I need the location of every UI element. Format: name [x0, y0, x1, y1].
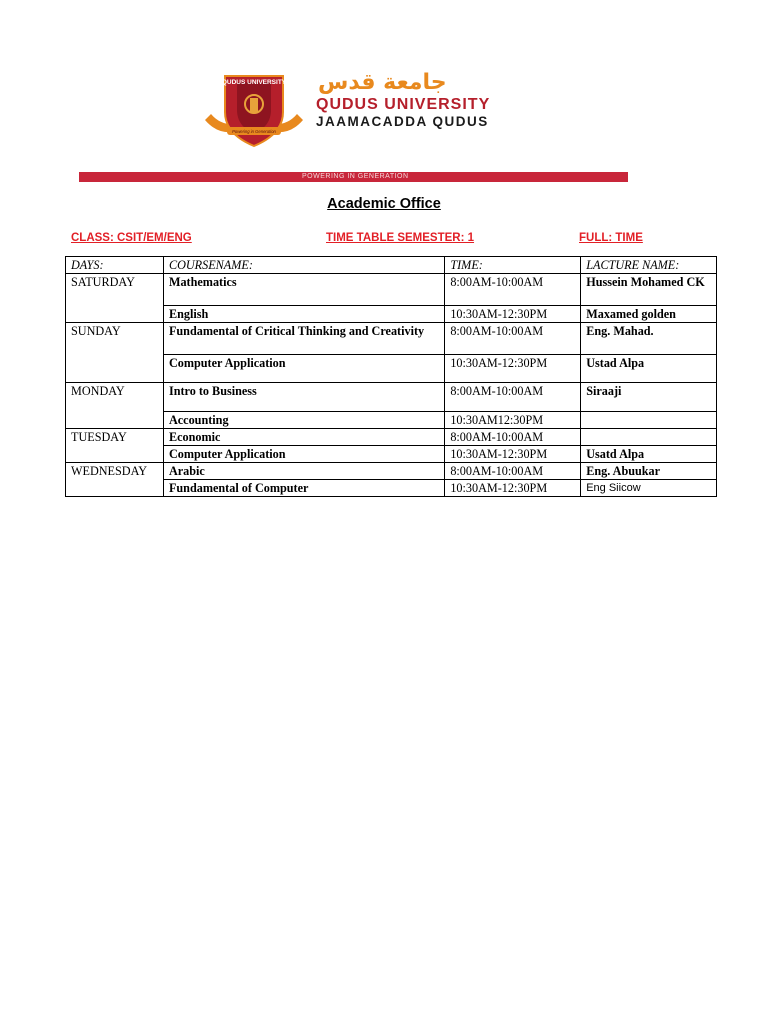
time-cell: 10:30AM12:30PM — [445, 412, 581, 429]
time-cell: 8:00AM-10:00AM — [445, 274, 581, 306]
table-row — [66, 446, 717, 463]
university-name: QUDUS UNIVERSITY — [316, 96, 491, 113]
course-cell: Fundamental of Computer — [163, 480, 444, 497]
course-cell: Accounting — [163, 412, 444, 429]
day-cell: MONDAY — [66, 383, 164, 412]
lecturer-cell — [581, 412, 717, 429]
course-cell: Computer Application — [163, 355, 444, 383]
table-header-row — [66, 257, 717, 274]
lecturer-cell — [581, 429, 717, 446]
header-days: DAYS: — [66, 257, 164, 274]
day-cell — [66, 412, 164, 429]
table-row — [66, 355, 717, 383]
arabic-university-name: جامعة قدس — [318, 70, 447, 95]
timetable — [65, 256, 717, 497]
day-cell: TUESDAY — [66, 429, 164, 446]
course-cell: Economic — [163, 429, 444, 446]
course-cell: Intro to Business — [163, 383, 444, 412]
time-cell: 10:30AM-12:30PM — [445, 306, 581, 323]
lecturer-cell: Eng Siicow — [581, 480, 717, 497]
lecturer-cell: Maxamed golden — [581, 306, 717, 323]
header-time: TIME: — [445, 257, 581, 274]
semester-label: TIME TABLE SEMESTER: 1 — [326, 232, 475, 244]
time-cell: 10:30AM-12:30PM — [445, 480, 581, 497]
university-subtitle: JAAMACADDA QUDUS — [316, 114, 489, 129]
day-cell: SUNDAY — [66, 323, 164, 355]
university-crest-logo — [203, 68, 305, 148]
crest-motto: Powering in Generation — [232, 129, 276, 134]
lecturer-cell: Ustad Alpa — [581, 355, 717, 383]
lecturer-cell: Eng. Abuukar — [581, 463, 717, 480]
header-coursename: COURSENAME: — [163, 257, 444, 274]
crest-text: QUDUS UNIVERSITY — [221, 79, 287, 86]
time-cell: 8:00AM-10:00AM — [445, 429, 581, 446]
table-row — [66, 383, 717, 412]
banner-text: POWERING IN GENERATION — [302, 173, 409, 180]
day-cell — [66, 446, 164, 463]
table-row — [66, 480, 717, 497]
lecturer-cell: Usatd Alpa — [581, 446, 717, 463]
time-cell: 8:00AM-10:00AM — [445, 463, 581, 480]
time-cell: 8:00AM-10:00AM — [445, 323, 581, 355]
day-cell: WEDNESDAY — [66, 463, 164, 480]
header-lecturer: LACTURE NAME: — [581, 257, 717, 274]
lecturer-cell: Hussein Mohamed CK — [581, 274, 717, 306]
mode-label: FULL: TIME — [579, 232, 643, 244]
lecturer-cell: Siraaji — [581, 383, 717, 412]
time-cell: 8:00AM-10:00AM — [445, 383, 581, 412]
course-cell: Mathematics — [163, 274, 444, 306]
course-cell: Computer Application — [163, 446, 444, 463]
course-cell: Fundamental of Critical Thinking and Creativity — [163, 323, 444, 355]
table-row — [66, 323, 717, 355]
day-cell — [66, 306, 164, 323]
table-row — [66, 463, 717, 480]
time-cell: 10:30AM-12:30PM — [445, 355, 581, 383]
day-cell — [66, 480, 164, 497]
time-cell: 10:30AM-12:30PM — [445, 446, 581, 463]
table-row — [66, 306, 717, 323]
university-wordmark — [316, 70, 516, 130]
table-row — [66, 412, 717, 429]
course-cell: Arabic — [163, 463, 444, 480]
page-title: Academic Office — [327, 196, 441, 212]
table-row — [66, 274, 717, 306]
course-cell: English — [163, 306, 444, 323]
lecturer-cell: Eng. Mahad. — [581, 323, 717, 355]
class-label: CLASS: CSIT/EM/ENG — [71, 232, 192, 244]
day-cell — [66, 355, 164, 383]
table-row — [66, 429, 717, 446]
day-cell: SATURDAY — [66, 274, 164, 306]
